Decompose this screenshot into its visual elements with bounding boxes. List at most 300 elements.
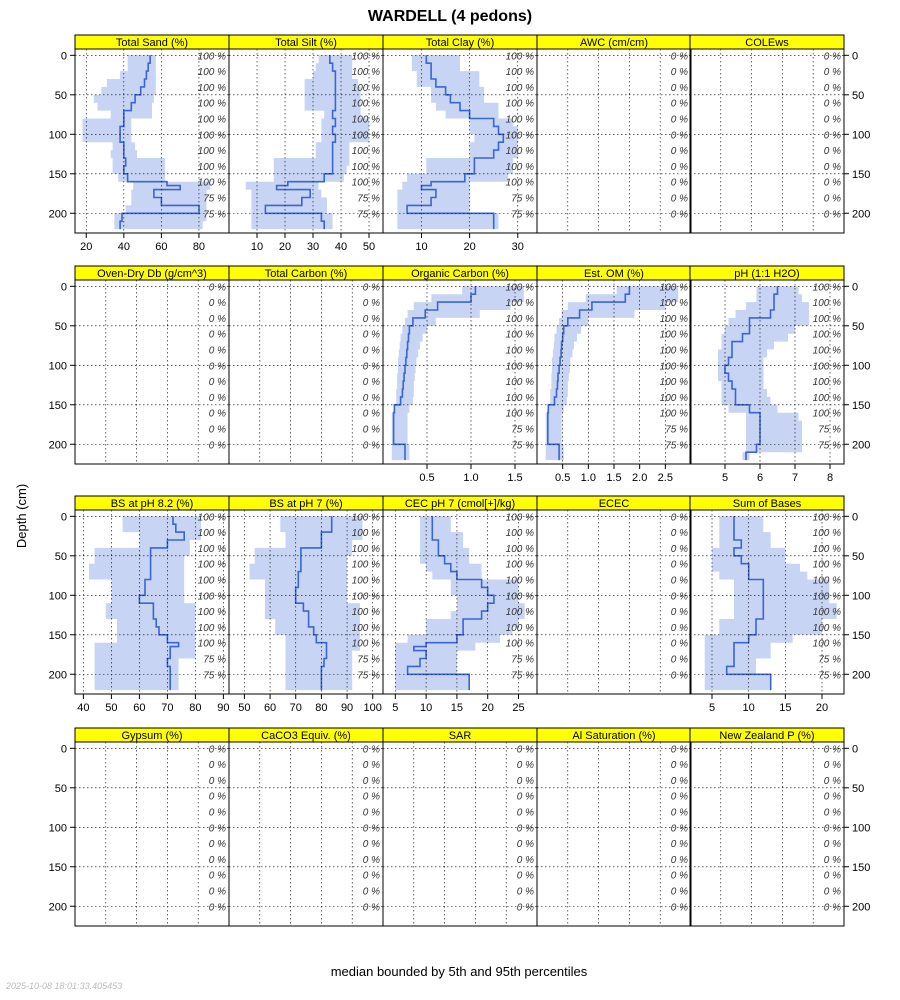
data-contribution-label: 0 % [362, 313, 380, 325]
data-contribution-label: 0 % [208, 345, 226, 357]
data-contribution-label: 0 % [823, 98, 841, 110]
data-contribution-label: 100 % [505, 377, 534, 389]
data-contribution-label: 100 % [197, 638, 226, 650]
panel-border [537, 510, 691, 694]
data-contribution-label: 100 % [812, 408, 841, 420]
data-contribution-label: 100 % [505, 161, 534, 173]
data-contribution-label: 0 % [823, 760, 841, 772]
panel-title: pH (1:1 H2O) [734, 268, 800, 280]
data-contribution-label: 100 % [505, 298, 534, 310]
data-contribution-label: 0 % [670, 654, 688, 666]
y-tick-label: 50 [54, 550, 67, 563]
data-contribution-label: 0 % [670, 854, 688, 866]
data-contribution-label: 0 % [362, 807, 380, 819]
data-contribution-label: 100 % [351, 130, 380, 142]
data-contribution-label: 100 % [505, 528, 534, 540]
x-tick-label: 5 [392, 702, 399, 714]
data-contribution-label: 0 % [670, 744, 688, 756]
data-contribution-label: 0 % [208, 424, 226, 436]
data-contribution-label: 75 % [818, 654, 841, 666]
data-contribution-label: 75 % [203, 670, 226, 682]
data-contribution-label: 100 % [351, 512, 380, 524]
y-tick-label: 200 [48, 669, 67, 682]
x-tick-label: 1.0 [463, 472, 479, 484]
y-tick-label: 200 [48, 439, 67, 452]
panel-6 [229, 266, 383, 464]
panel-15 [49, 728, 229, 926]
data-contribution-label: 75 % [203, 209, 226, 221]
panel-border [537, 49, 691, 233]
data-contribution-label: 0 % [516, 902, 534, 914]
data-contribution-label: 0 % [823, 839, 841, 851]
y-tick-label: 100 [852, 129, 871, 142]
data-contribution-label: 0 % [670, 130, 688, 142]
data-contribution-label: 0 % [823, 854, 841, 866]
y-tick-label: 100 [852, 590, 871, 603]
data-contribution-label: 0 % [670, 543, 688, 555]
data-contribution-label: 100 % [812, 512, 841, 524]
y-tick-label: 150 [48, 399, 67, 412]
panel-5 [49, 266, 229, 464]
y-tick-label: 100 [48, 822, 67, 835]
data-contribution-label: 100 % [659, 361, 688, 373]
panel-0 [49, 35, 229, 253]
data-contribution-label: 100 % [505, 575, 534, 587]
data-contribution-label: 75 % [665, 440, 688, 452]
x-tick-label: 15 [450, 702, 464, 714]
data-contribution-label: 0 % [208, 440, 226, 452]
y-tick-label: 50 [852, 320, 865, 333]
y-tick-label: 200 [852, 669, 871, 682]
data-contribution-label: 100 % [197, 559, 226, 571]
data-contribution-label: 0 % [823, 51, 841, 63]
x-tick-label: 50 [105, 702, 118, 714]
data-contribution-label: 100 % [197, 575, 226, 587]
data-contribution-label: 0 % [823, 807, 841, 819]
x-tick-label: 2.0 [632, 472, 648, 484]
data-contribution-label: 100 % [351, 575, 380, 587]
x-tick-label: 40 [334, 241, 348, 253]
panel-2 [383, 35, 537, 253]
data-contribution-label: 0 % [823, 146, 841, 158]
data-contribution-label: 0 % [516, 807, 534, 819]
panel-border [690, 49, 844, 233]
data-contribution-label: 100 % [659, 329, 688, 341]
data-contribution-label: 0 % [362, 282, 380, 294]
x-tick-label: 20 [481, 702, 494, 714]
data-contribution-label: 100 % [197, 177, 226, 189]
panel-title: Total Sand (%) [115, 37, 189, 49]
data-contribution-label: 0 % [670, 807, 688, 819]
data-contribution-label: 100 % [351, 146, 380, 158]
percentile-band [395, 516, 524, 690]
data-contribution-label: 100 % [505, 51, 534, 63]
data-contribution-label: 100 % [505, 638, 534, 650]
panel-title: BS at pH 8.2 (%) [110, 498, 194, 510]
data-contribution-label: 100 % [505, 361, 534, 373]
data-contribution-label: 0 % [208, 775, 226, 787]
data-contribution-label: 0 % [362, 377, 380, 389]
data-contribution-label: 100 % [812, 345, 841, 357]
data-contribution-label: 0 % [670, 82, 688, 94]
y-tick-label: 0 [60, 511, 67, 524]
panel-11 [229, 496, 383, 714]
x-tick-label: 10 [419, 702, 433, 714]
data-contribution-label: 100 % [812, 607, 841, 619]
data-contribution-label: 0 % [823, 67, 841, 79]
y-tick-label: 200 [852, 208, 871, 221]
data-contribution-label: 100 % [505, 559, 534, 571]
data-contribution-label: 100 % [812, 638, 841, 650]
panel-16 [229, 728, 383, 926]
x-tick-label: 10 [742, 702, 755, 714]
data-contribution-label: 100 % [351, 114, 380, 126]
data-contribution-label: 0 % [208, 902, 226, 914]
y-tick-label: 100 [48, 129, 67, 142]
data-contribution-label: 100 % [351, 82, 380, 94]
data-contribution-label: 0 % [208, 854, 226, 866]
y-axis-label: Depth (cm) [14, 483, 29, 549]
y-tick-label: 0 [852, 50, 859, 63]
panel-border [383, 742, 537, 926]
data-contribution-label: 0 % [208, 760, 226, 772]
data-contribution-label: 0 % [208, 870, 226, 882]
x-tick-label: 80 [189, 702, 202, 714]
data-contribution-label: 0 % [208, 392, 226, 404]
data-contribution-label: 0 % [516, 791, 534, 803]
data-contribution-label: 100 % [197, 146, 226, 158]
data-contribution-label: 100 % [505, 67, 534, 79]
x-tick-label: 60 [133, 702, 146, 714]
panel-border [75, 742, 229, 926]
data-contribution-label: 0 % [516, 823, 534, 835]
panel-border [537, 742, 691, 926]
data-contribution-label: 100 % [505, 591, 534, 603]
data-contribution-label: 100 % [812, 313, 841, 325]
data-contribution-label: 0 % [362, 424, 380, 436]
panel-10 [49, 496, 230, 714]
data-contribution-label: 0 % [516, 839, 534, 851]
data-contribution-label: 0 % [670, 591, 688, 603]
data-contribution-label: 100 % [812, 559, 841, 571]
panel-title: Total Clay (%) [425, 37, 495, 49]
data-contribution-label: 75 % [203, 654, 226, 666]
data-contribution-label: 0 % [362, 870, 380, 882]
data-contribution-label: 0 % [670, 559, 688, 571]
data-contribution-label: 0 % [670, 839, 688, 851]
data-contribution-label: 0 % [823, 744, 841, 756]
data-contribution-label: 0 % [670, 902, 688, 914]
data-contribution-label: 100 % [351, 528, 380, 540]
x-tick-label: 50 [238, 702, 251, 714]
data-contribution-label: 100 % [812, 591, 841, 603]
data-contribution-label: 0 % [208, 823, 226, 835]
data-contribution-label: 0 % [208, 361, 226, 373]
percentile-band [392, 286, 524, 460]
data-contribution-label: 0 % [362, 361, 380, 373]
data-contribution-label: 0 % [670, 114, 688, 126]
y-tick-label: 100 [48, 590, 67, 603]
panel-title: AWC (cm/cm) [579, 37, 649, 49]
data-contribution-label: 100 % [505, 82, 534, 94]
data-contribution-label: 75 % [357, 654, 380, 666]
data-contribution-label: 0 % [670, 193, 688, 205]
data-contribution-label: 0 % [362, 440, 380, 452]
y-tick-label: 0 [852, 511, 859, 524]
data-contribution-label: 0 % [670, 775, 688, 787]
data-contribution-label: 100 % [812, 298, 841, 310]
panel-title: ECEC [598, 498, 630, 510]
data-contribution-label: 100 % [351, 161, 380, 173]
data-contribution-label: 100 % [812, 282, 841, 294]
data-contribution-label: 0 % [670, 161, 688, 173]
panel-grid [49, 35, 871, 926]
data-contribution-label: 0 % [823, 130, 841, 142]
data-contribution-label: 75 % [511, 424, 534, 436]
data-contribution-label: 100 % [505, 345, 534, 357]
data-contribution-label: 0 % [362, 329, 380, 341]
x-tick-label: 7 [791, 472, 799, 484]
y-tick-label: 200 [48, 901, 67, 914]
y-tick-label: 150 [48, 861, 67, 874]
data-contribution-label: 75 % [818, 424, 841, 436]
x-tick-label: 80 [315, 702, 328, 714]
data-contribution-label: 0 % [208, 807, 226, 819]
data-contribution-label: 75 % [203, 193, 226, 205]
data-contribution-label: 75 % [818, 440, 841, 452]
data-contribution-label: 100 % [351, 607, 380, 619]
x-tick-label: 1.5 [507, 472, 523, 484]
data-contribution-label: 100 % [659, 345, 688, 357]
x-tick-label: 0.5 [419, 472, 435, 484]
data-contribution-label: 100 % [812, 543, 841, 555]
data-contribution-label: 0 % [516, 886, 534, 898]
data-contribution-label: 0 % [362, 791, 380, 803]
panel-3 [537, 35, 691, 233]
x-tick-label: 70 [289, 702, 302, 714]
data-contribution-label: 0 % [516, 760, 534, 772]
data-contribution-label: 75 % [665, 424, 688, 436]
data-contribution-label: 0 % [516, 854, 534, 866]
x-tick-label: 100 [363, 702, 382, 714]
y-tick-label: 200 [852, 901, 871, 914]
data-contribution-label: 100 % [505, 146, 534, 158]
data-contribution-label: 100 % [659, 392, 688, 404]
y-tick-label: 100 [852, 822, 871, 835]
data-contribution-label: 100 % [197, 607, 226, 619]
data-contribution-label: 0 % [362, 854, 380, 866]
panel-13 [537, 496, 691, 694]
panel-19 [690, 728, 870, 926]
data-contribution-label: 0 % [208, 298, 226, 310]
data-contribution-label: 0 % [208, 329, 226, 341]
data-contribution-label: 0 % [670, 209, 688, 221]
data-contribution-label: 0 % [823, 161, 841, 173]
panel-title: CaCO3 Equiv. (%) [261, 730, 351, 742]
x-tick-label: 20 [80, 241, 93, 253]
data-contribution-label: 100 % [197, 161, 226, 173]
data-contribution-label: 75 % [357, 193, 380, 205]
data-contribution-label: 0 % [208, 408, 226, 420]
panel-title: New Zealand P (%) [719, 730, 815, 742]
data-contribution-label: 100 % [505, 607, 534, 619]
data-contribution-label: 75 % [511, 193, 534, 205]
panel-title: Total Silt (%) [275, 37, 337, 49]
data-contribution-label: 0 % [516, 870, 534, 882]
data-contribution-label: 100 % [659, 282, 688, 294]
data-contribution-label: 100 % [197, 622, 226, 634]
data-contribution-label: 100 % [505, 282, 534, 294]
data-contribution-label: 0 % [208, 282, 226, 294]
panel-title: Oven-Dry Db (g/cm^3) [97, 268, 207, 280]
percentile-band [246, 55, 369, 229]
panel-title: Gypsum (%) [121, 730, 183, 742]
data-contribution-label: 100 % [351, 51, 380, 63]
x-tick-label: 5 [708, 702, 716, 714]
x-tick-label: 30 [306, 241, 320, 253]
y-tick-label: 150 [852, 399, 871, 412]
data-contribution-label: 100 % [505, 622, 534, 634]
percentile-band [718, 286, 809, 460]
panel-12 [383, 496, 537, 714]
data-contribution-label: 100 % [505, 392, 534, 404]
timestamp: 2025-10-08 18:01:33.405453 [6, 981, 123, 991]
panel-title: SAR [448, 730, 472, 742]
data-contribution-label: 0 % [670, 886, 688, 898]
x-tick-label: 20 [463, 241, 476, 253]
data-contribution-label: 100 % [505, 329, 534, 341]
data-contribution-label: 0 % [823, 823, 841, 835]
x-tick-label: 40 [77, 702, 90, 714]
data-contribution-label: 0 % [362, 345, 380, 357]
x-tick-label: 10 [250, 241, 264, 253]
y-tick-label: 150 [852, 168, 871, 181]
data-contribution-label: 100 % [659, 298, 688, 310]
data-contribution-label: 0 % [516, 744, 534, 756]
x-tick-label: 60 [155, 241, 168, 253]
panel-border [229, 742, 383, 926]
data-contribution-label: 0 % [208, 839, 226, 851]
data-contribution-label: 0 % [823, 870, 841, 882]
data-contribution-label: 0 % [516, 775, 534, 787]
y-tick-label: 50 [54, 89, 67, 102]
data-contribution-label: 100 % [812, 329, 841, 341]
data-contribution-label: 100 % [812, 622, 841, 634]
y-tick-label: 100 [852, 360, 871, 373]
data-contribution-label: 0 % [670, 528, 688, 540]
y-tick-label: 0 [60, 743, 67, 756]
x-tick-label: 10 [415, 241, 428, 253]
x-tick-label: 20 [815, 702, 829, 714]
y-tick-label: 0 [852, 743, 859, 756]
data-contribution-label: 0 % [823, 209, 841, 221]
panel-8 [537, 266, 691, 484]
data-contribution-label: 100 % [351, 622, 380, 634]
data-contribution-label: 100 % [812, 575, 841, 587]
data-contribution-label: 0 % [670, 607, 688, 619]
data-contribution-label: 75 % [357, 670, 380, 682]
data-contribution-label: 0 % [362, 823, 380, 835]
data-contribution-label: 75 % [357, 209, 380, 221]
y-tick-label: 150 [48, 168, 67, 181]
y-tick-label: 50 [54, 782, 67, 795]
panel-title: Est. OM (%) [584, 268, 644, 280]
data-contribution-label: 0 % [823, 114, 841, 126]
panel-border [690, 742, 844, 926]
percentile-band [83, 55, 211, 229]
x-tick-label: 70 [161, 702, 174, 714]
data-contribution-label: 0 % [362, 839, 380, 851]
data-contribution-label: 0 % [670, 638, 688, 650]
data-contribution-label: 0 % [362, 744, 380, 756]
percentile-band [250, 516, 363, 690]
panel-title: COLEws [745, 37, 789, 49]
x-tick-label: 2.5 [657, 472, 673, 484]
y-tick-label: 150 [852, 861, 871, 874]
data-contribution-label: 0 % [208, 377, 226, 389]
data-contribution-label: 100 % [197, 98, 226, 110]
x-tick-label: 50 [362, 241, 376, 253]
data-contribution-label: 100 % [505, 313, 534, 325]
data-contribution-label: 100 % [351, 543, 380, 555]
data-contribution-label: 100 % [812, 392, 841, 404]
data-contribution-label: 100 % [505, 512, 534, 524]
panel-14 [690, 496, 870, 714]
x-tick-label: 1.5 [606, 472, 622, 484]
data-contribution-label: 100 % [812, 361, 841, 373]
data-contribution-label: 0 % [670, 760, 688, 772]
data-contribution-label: 75 % [511, 670, 534, 682]
data-contribution-label: 0 % [823, 791, 841, 803]
panel-1 [229, 35, 383, 253]
x-tick-label: 5 [721, 472, 729, 484]
x-tick-label: 40 [117, 241, 130, 253]
x-tick-label: 90 [340, 702, 354, 714]
x-tick-label: 25 [512, 702, 525, 714]
data-contribution-label: 100 % [351, 591, 380, 603]
data-contribution-label: 0 % [823, 82, 841, 94]
data-contribution-label: 0 % [670, 177, 688, 189]
data-contribution-label: 0 % [208, 886, 226, 898]
panel-17 [383, 728, 537, 926]
data-contribution-label: 100 % [197, 543, 226, 555]
y-tick-label: 50 [852, 89, 865, 102]
data-contribution-label: 0 % [823, 177, 841, 189]
figure-title: WARDELL (4 pedons) [367, 8, 533, 25]
data-contribution-label: 0 % [823, 886, 841, 898]
panel-9 [690, 266, 870, 484]
data-contribution-label: 75 % [511, 209, 534, 221]
data-contribution-label: 100 % [351, 98, 380, 110]
data-contribution-label: 100 % [197, 528, 226, 540]
data-contribution-label: 0 % [670, 870, 688, 882]
percentile-band [546, 286, 679, 460]
data-contribution-label: 0 % [670, 51, 688, 63]
data-contribution-label: 100 % [505, 98, 534, 110]
data-contribution-label: 0 % [208, 313, 226, 325]
x-tick-label: 90 [217, 702, 230, 714]
data-contribution-label: 0 % [362, 886, 380, 898]
data-contribution-label: 0 % [362, 760, 380, 772]
data-contribution-label: 0 % [670, 670, 688, 682]
y-tick-label: 0 [852, 281, 859, 294]
data-contribution-label: 100 % [505, 130, 534, 142]
data-contribution-label: 100 % [197, 114, 226, 126]
panel-title: BS at pH 7 (%) [269, 498, 343, 510]
data-contribution-label: 100 % [505, 114, 534, 126]
data-contribution-label: 100 % [351, 638, 380, 650]
panel-title: Organic Carbon (%) [411, 268, 509, 280]
